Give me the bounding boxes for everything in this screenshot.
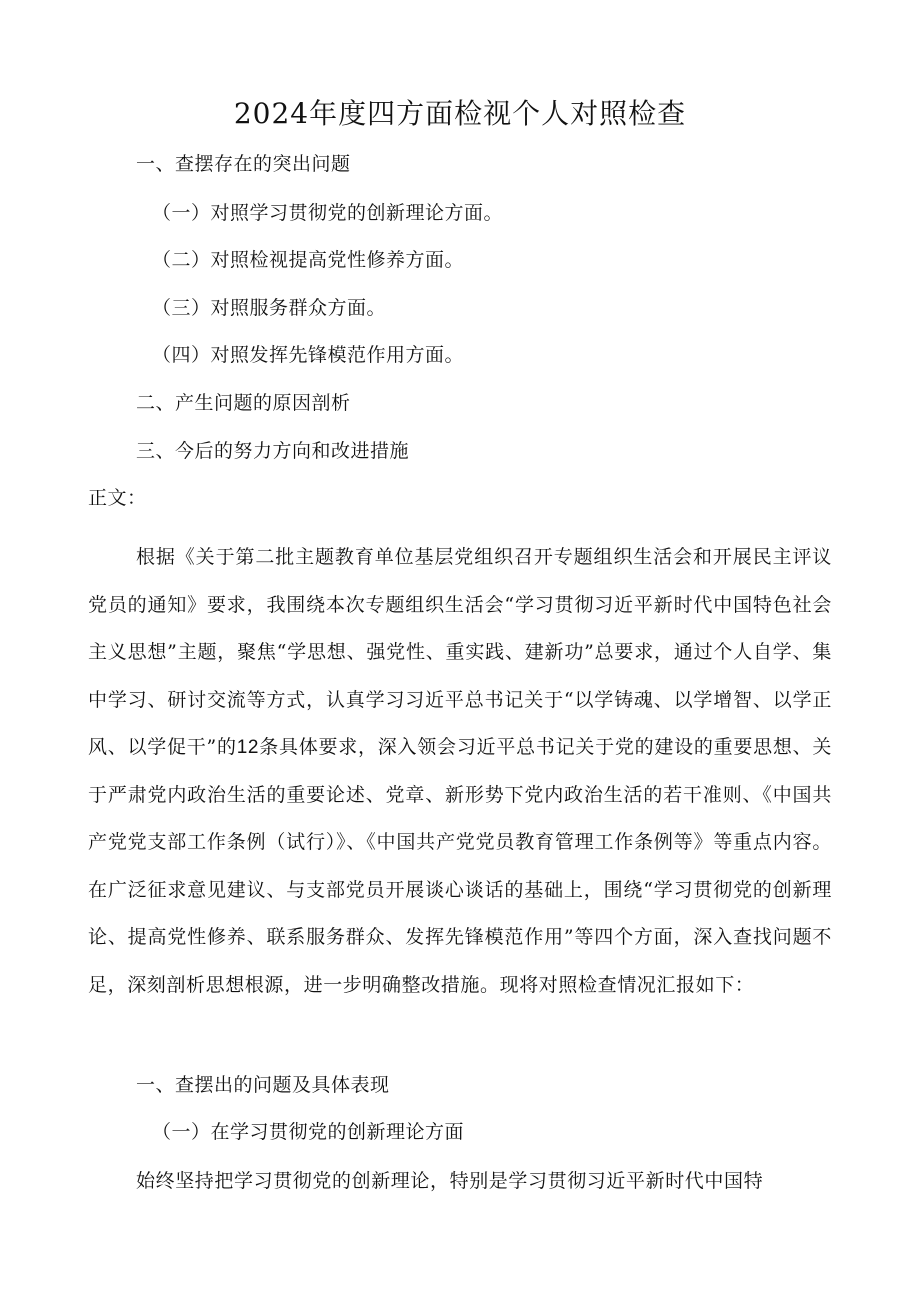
outline-item-2: （二）对照检视提高党性修养方面。	[152, 249, 465, 271]
intro-paragraph-number: 12	[236, 737, 260, 758]
intro-paragraph-part2: 条具体要求，深入领会习近平总书记关于党的建设的重要思想、关于严肃党内政治生活的重要论述、党章、新形势下党内政治生活的若干准则、《中国共产党党支部工作条例（试行）》、《中国共产党党员教育管理工作条例等》等重点内容。在广泛征求意见建议、与支部党员开展谈心谈话的基础上，围绕“学习贯彻党的创新理论、提高党性修养、联系服务群众、发挥先锋模范作用”等四个方面，深入查找问题不足，深刻剖析思想根源，进一步明确整改措施。现将对照检查情况汇报如下：	[88, 736, 833, 996]
outline-item-1: （一）对照学习贯彻党的创新理论方面。	[152, 202, 504, 224]
last-paragraph-line: 始终坚持把学习贯彻党的创新理论，特别是学习贯彻习近平新时代中国特	[136, 1170, 764, 1192]
outline-item-3: （三）对照服务群众方面。	[152, 297, 387, 319]
outline-item-4: （四）对照发挥先锋模范作用方面。	[152, 344, 465, 366]
outline-section-1: 一、查摆存在的突出问题	[136, 153, 351, 175]
subsection-heading: （一）在学习贯彻党的创新理论方面	[152, 1121, 465, 1143]
section-heading: 一、查摆出的问题及具体表现	[136, 1074, 390, 1096]
document-title: 2024年度四方面检视个人对照检查	[233, 97, 687, 130]
intro-paragraph-part1: 根据《关于第二批主题教育单位基层党组织召开专题组织生活会和开展民主评议党员的通知》要求，我围绕本次专题组织生活会“学习贯彻习近平新时代中国特色社会主义思想”主题，聚焦“学思想、强党性、重实践、建新功”总要求，通过个人自学、集中学习、研讨交流等方式，认真学习习近平总书记关于“以学铸魂、以学增智、以学正风、以学促干”的	[88, 546, 832, 758]
outline-section-2: 二、产生问题的原因剖析	[136, 392, 351, 414]
intro-paragraph	[88, 534, 832, 1009]
outline-section-3: 三、今后的努力方向和改进措施	[136, 440, 410, 462]
body-label: 正文：	[88, 487, 147, 509]
